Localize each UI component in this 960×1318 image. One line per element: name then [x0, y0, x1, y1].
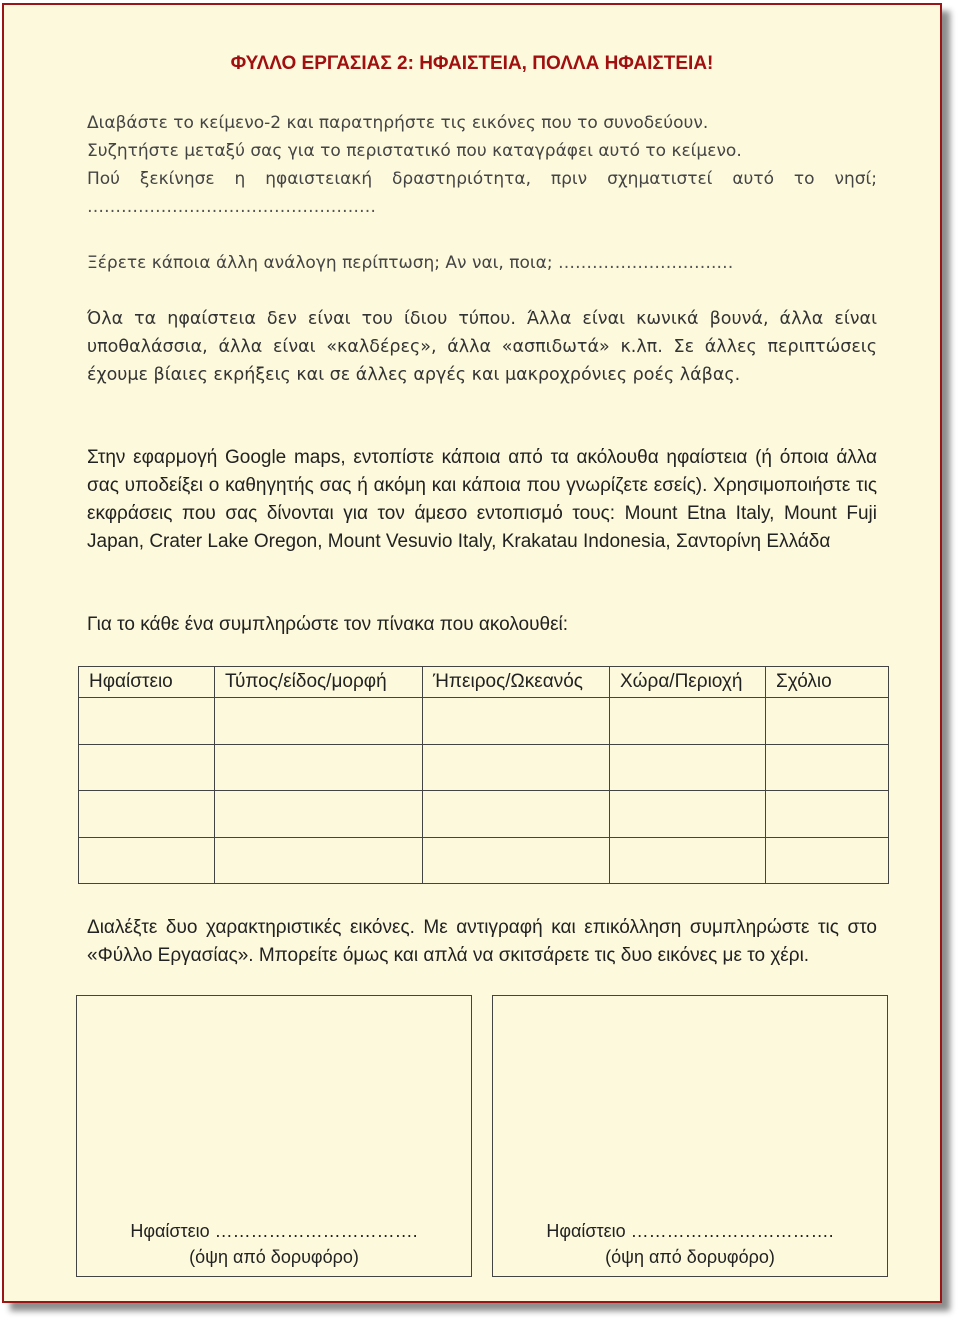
images-instruction: Διαλέξτε δυο χαρακτηριστικές εικόνες. Με αντιγραφή και επικόλληση συμπληρώστε τις στο «Φύλλο Εργασίας». Μπορείτε όμως και απλά να σκιτσάρετε τις δυο εικόνες με το χέρι.	[87, 917, 877, 966]
table-cell[interactable]	[423, 837, 610, 884]
worksheet-page	[2, 3, 942, 1303]
worksheet-title: ΦΥΛΛΟ ΕΡΓΑΣΙΑΣ 2: ΗΦΑΙΣΤΕΙΑ, ΠΟΛΛΑ ΗΦΑΙΣΤΕΙΑ!	[230, 53, 714, 74]
table-cell[interactable]	[766, 837, 889, 884]
table-cell[interactable]	[423, 791, 610, 838]
image-label-2: Ηφαίστειο …………………………….	[546, 1221, 834, 1241]
header-country-region: Χώρα/Περιοχή	[610, 667, 766, 698]
intro-line-1: Διαβάστε το κείμενο-2 και παρατηρήστε τις εικόνες που το συνοδεύουν.	[87, 113, 709, 133]
island-answer-blank: ……………………………………………	[87, 197, 376, 217]
table-header-row	[79, 667, 889, 698]
table-cell[interactable]	[423, 698, 610, 745]
table-cell[interactable]	[79, 744, 215, 791]
table-cell[interactable]	[79, 837, 215, 884]
island-question: Πού ξεκίνησε η ηφαιστειακή δραστηριότητα, πριν σχηματιστεί αυτό το νησί;	[87, 169, 877, 189]
image-sublabel-2: (όψη από δορυφόρο)	[605, 1247, 775, 1267]
table-cell[interactable]	[610, 744, 766, 791]
table-row	[79, 698, 889, 745]
header-volcano: Ηφαίστειο	[79, 667, 215, 698]
image-label-1: Ηφαίστειο …………………………….	[130, 1221, 418, 1241]
table-cell[interactable]	[79, 791, 215, 838]
table-cell[interactable]	[79, 698, 215, 745]
header-continent-ocean: Ήπειρος/Ωκεανός	[423, 667, 610, 698]
table-cell[interactable]	[610, 698, 766, 745]
image-box-2[interactable]	[492, 995, 888, 1277]
volcano-table	[78, 666, 889, 884]
table-cell[interactable]	[610, 791, 766, 838]
intro-block	[87, 109, 877, 221]
table-cell[interactable]	[766, 744, 889, 791]
image-sublabel-1: (όψη από δορυφόρο)	[189, 1247, 359, 1267]
volcano-types-paragraph: Όλα τα ηφαίστεια δεν είναι του ίδιου τύπου. Άλλα είναι κωνικά βουνά, άλλα είναι υποθαλάσσια, άλλα είναι «καλδέρες», άλλα «ασπιδωτά» κ.λπ. Σε άλλες περιπτώσεις έχουμε βίαιες εκρήξεις και σε άλλες αργές και μακροχρόνιες ροές λάβας.	[87, 309, 877, 385]
table-row	[79, 791, 889, 838]
table-cell[interactable]	[215, 791, 423, 838]
google-maps-paragraph: Στην εφαρμογή Google maps, εντοπίστε κάποια από τα ακόλουθα ηφαίστεια (ή όποια άλλα σας υποδείξει ο καθηγητής σας ή ακόμη και κάποια που γνωρίζετε εσείς). Χρησιμοποιήστε τις εκφράσεις που σας δίνονται για τον άμεσο εντοπισμό τους: Mount Etna Italy, Mount Fuji Japan, Crater Lake Oregon, Mount Vesuvio Italy, Krakatau Indonesia, Σαντορίνη Ελλάδα	[87, 447, 877, 552]
table-cell[interactable]	[215, 837, 423, 884]
similar-case-answer-blank: ……………………….…	[557, 253, 734, 273]
header-type: Τύπος/είδος/μορφή	[215, 667, 423, 698]
image-box-1[interactable]	[76, 995, 472, 1277]
table-cell[interactable]	[610, 837, 766, 884]
table-cell[interactable]	[766, 791, 889, 838]
similar-case-line	[87, 249, 877, 277]
table-cell[interactable]	[766, 698, 889, 745]
table-instruction: Για το κάθε ένα συμπληρώστε τον πίνακα που ακολουθεί:	[87, 614, 569, 635]
header-comment: Σχόλιο	[766, 667, 889, 698]
similar-case-question: Ξέρετε κάποια άλλη ανάλογη περίπτωση; Αν ναι, ποια;	[87, 253, 553, 273]
intro-line-2: Συζητήστε μεταξύ σας για το περιστατικό που καταγράφει αυτό το κείμενο.	[87, 141, 742, 161]
table-cell[interactable]	[215, 698, 423, 745]
image-caption-1	[77, 1218, 471, 1270]
image-caption-2	[493, 1218, 887, 1270]
table-row	[79, 837, 889, 884]
table-row	[79, 744, 889, 791]
table-cell[interactable]	[215, 744, 423, 791]
table-cell[interactable]	[423, 744, 610, 791]
